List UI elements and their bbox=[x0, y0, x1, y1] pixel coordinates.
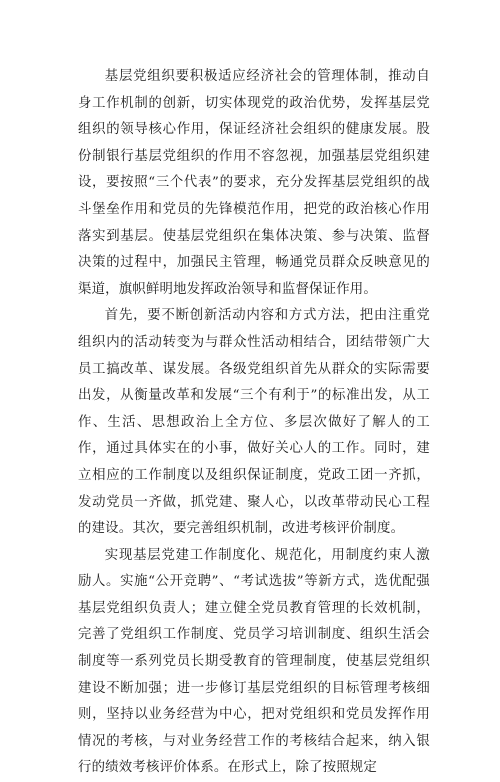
paragraph-2: 首先，要不断创新活动内容和方式方法，把由注重党组织内的活动转变为与群众性活动相结合，团结带领广大员工搞改革、谋发展。各级党组织首先从群众的实际需要出发，从衡量改革和发展“三个有利于”的标准出发，从工作、生活、思想政治上全方位、多层次做好了解人的工作，通过具体实在的小事，做好关心人的工作。同时，建立相应的工作制度以及组织保证制度，党政工团一齐抓，发动党员一齐做，抓党建、聚人心，以改革带动民心工程的建设。其次，要完善组织机制，改进考核评价制度。 bbox=[78, 308, 430, 537]
paragraph-3: 实现基层党建工作制度化、规范化，用制度约束人激励人。实施“公开竞聘”、“考试选拔”等新方式，选优配强基层党组织负责人；建立健全党员教育管理的长效机制，完善了党组织工作制度、党员学习培训制度、组织生活会制度等一系列党员长期受教育的管理制度，使基层党组织建设不断加强；进一步修订基层党组织的目标管理考核细则，坚持以业务经营为中心，把对党组织和党员发挥作用情况的考核，与对业务经营工作的考核结合起来，纳入银行的绩效考核评价体系。在形式上，除了按照规定 bbox=[78, 547, 430, 776]
paragraph-1: 基层党组织要积极适应经济社会的管理体制，推动自身工作机制的创新，切实体现党的政治优势，发挥基层党组织的领导核心作用，保证经济社会组织的健康发展。股份制银行基层党组织的作用不容忽视，加强基层党组织建设，要按照“三个代表”的要求，充分发挥基层党组织的战斗堡垒作用和党员的先锋模范作用，把党的政治核心作用落实到基层。使基层党组织在集体决策、参与决策、监督决策的过程中，加强民主管理，畅通党员群众反映意见的渠道，旗帜鲜明地发挥政治领导和监督保证作用。 bbox=[78, 69, 430, 297]
